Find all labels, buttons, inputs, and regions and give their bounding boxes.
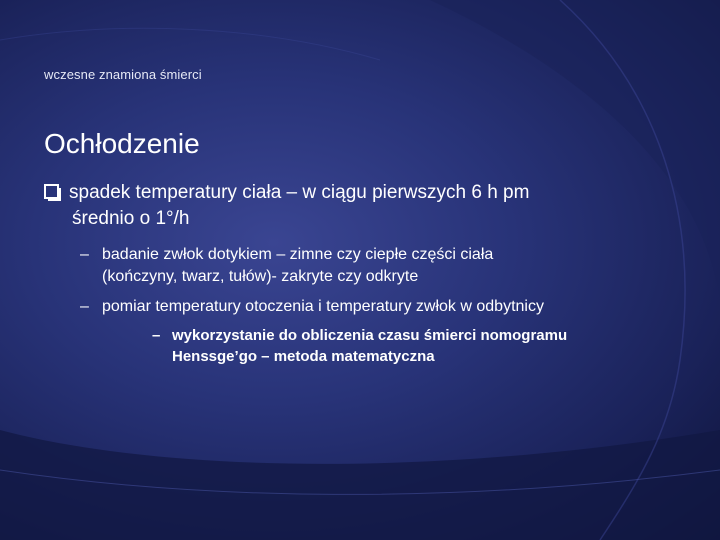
slide-subtitle: wczesne znamiona śmierci — [44, 67, 202, 82]
dash-marker: – — [152, 327, 161, 344]
checkbox-icon — [44, 184, 59, 199]
main-bullet-line1: spadek temperatury ciała – w ciągu pierwszych 6 h pm — [69, 182, 530, 203]
dash-marker: – — [80, 246, 89, 263]
sub-bullet-1-line1: badanie zwłok dotykiem – zimne czy ciepłe części ciała — [102, 246, 494, 263]
sub-bullet-1-line2: (kończyny, twarz, tułów)- zakryte czy odkryte — [102, 268, 419, 285]
sub-bullet-2 — [80, 296, 680, 318]
sub-bullet-2-line1: pomiar temperatury otoczenia i temperatury zwłok w odbytnicy — [102, 298, 544, 315]
main-bullet — [44, 180, 684, 232]
sub-sub-bullet-line1: wykorzystanie do obliczenia czasu śmierci nomogramu — [172, 327, 568, 344]
sub-sub-bullet-line2: Henssge’go – metoda matematyczna — [172, 348, 435, 365]
sub-sub-bullet — [152, 325, 672, 367]
dash-marker: – — [80, 298, 89, 315]
slide-title: Ochłodzenie — [44, 128, 200, 159]
main-bullet-line2: średnio o 1°/h — [72, 208, 190, 229]
sub-bullet-1 — [80, 244, 680, 288]
